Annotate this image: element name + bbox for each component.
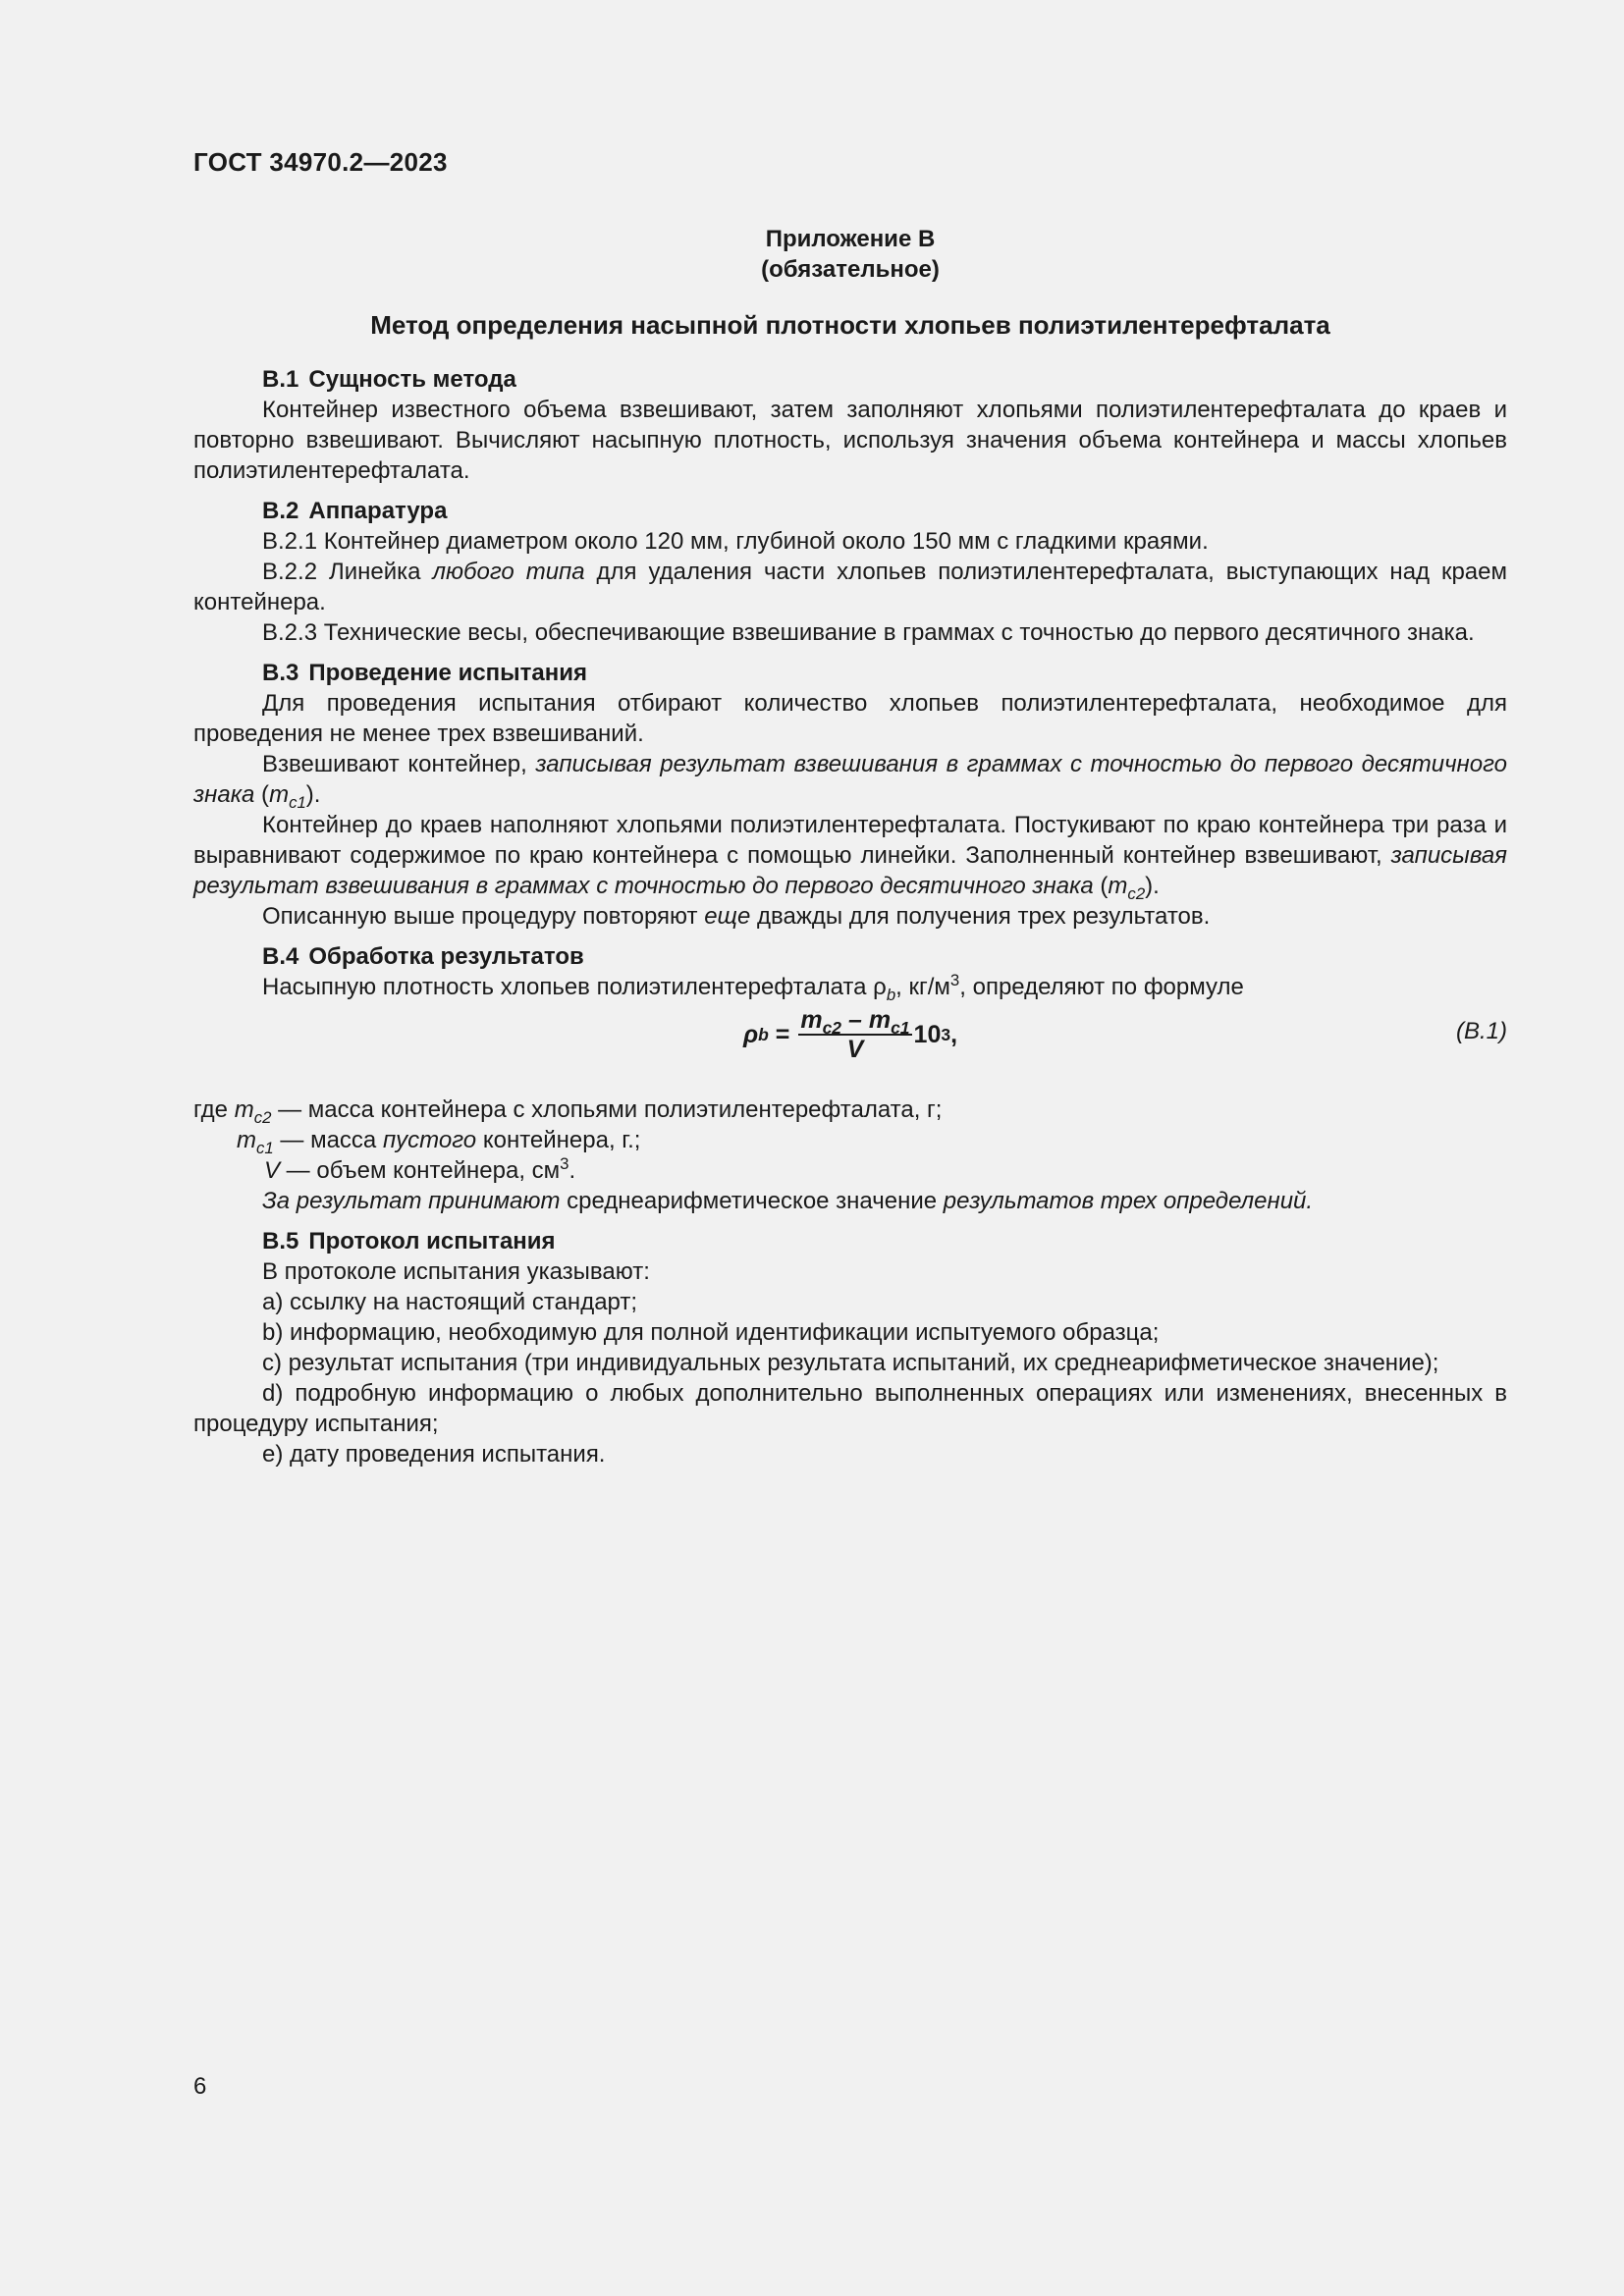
text: дважды для получения трех результатов.	[750, 903, 1211, 930]
list-item: c) результат испытания (три индивидуальных результата испытаний, их среднеарифметическое значение);	[262, 1350, 1439, 1376]
where-text: масса	[310, 1127, 383, 1153]
where-subscript: c1	[256, 1138, 274, 1157]
where-italic-text: пустого	[382, 1127, 477, 1153]
section-heading-b4	[262, 941, 1507, 972]
paragraph	[193, 972, 1507, 1002]
where-text: масса контейнера с хлопьями полиэтилентерефталата, г;	[307, 1096, 943, 1123]
text: Взвешивают контейнер,	[262, 751, 536, 777]
text: , определяют по формуле	[959, 974, 1244, 1000]
paragraph	[193, 557, 1507, 617]
section-title: Протокол испытания	[308, 1228, 556, 1255]
where-subscript: c2	[253, 1107, 272, 1127]
list-item: b) информацию, необходимую для полной идентификации испытуемого образца;	[262, 1319, 1160, 1346]
section-number: В.1	[262, 366, 299, 393]
where-list	[193, 1095, 1507, 1186]
where-dash: —	[271, 1096, 308, 1123]
list-item: e) дату проведения испытания.	[262, 1441, 606, 1468]
italic-text: За результат принимают	[262, 1188, 561, 1214]
where-superscript: 3	[560, 1154, 569, 1173]
text: В.2.2 Линейка	[262, 559, 433, 585]
italic-text: записывая результат взвешивания в граммах с точностью до первого десятичного знака	[193, 751, 1508, 808]
formula-fraction	[798, 1006, 911, 1063]
text: ).	[305, 781, 321, 808]
annex-title: Приложение В	[765, 226, 936, 252]
paragraph: Для проведения испытания отбирают количество хлопьев полиэтилентерефталата, необходимое для проведения не менее трех взвешиваний.	[193, 690, 1507, 747]
list-item: a) ссылку на настоящий стандарт;	[262, 1289, 638, 1315]
where-dash: —	[273, 1127, 311, 1153]
paragraph	[193, 810, 1507, 901]
paragraph: В.2.3 Технические весы, обеспечивающие взвешивание в граммах с точностью до первого десятичного знака.	[262, 619, 1475, 646]
paragraph	[193, 901, 1507, 932]
where-row	[193, 1155, 1507, 1186]
equation-number: (В.1)	[1455, 1018, 1507, 1044]
formula-subscript: c1	[891, 1018, 910, 1038]
subscript: b	[886, 985, 896, 1004]
section-number: В.3	[262, 660, 299, 686]
symbol: m	[269, 781, 290, 808]
italic-text: записывая результат взвешивания в граммах с точностью до первого десятичного знака	[193, 842, 1507, 899]
where-symbol: m	[234, 1096, 254, 1123]
section-number: В.2	[262, 498, 299, 524]
text: (	[254, 781, 270, 808]
text: среднеарифметическое значение	[560, 1188, 944, 1214]
text: , кг/м	[895, 974, 950, 1000]
subscript: c1	[289, 792, 306, 812]
list-item: d) подробную информацию о любых дополнительно выполненных операциях или изменениях, внесенных в процедуру испытания;	[193, 1380, 1507, 1437]
section-heading-b2	[262, 496, 1507, 526]
formula-comma: ,	[950, 1020, 958, 1048]
superscript: 3	[949, 971, 960, 989]
section-title: Обработка результатов	[308, 943, 584, 970]
formula-subscript: c2	[822, 1018, 842, 1038]
section-title: Аппаратура	[308, 498, 448, 524]
symbol: ρ	[873, 974, 887, 1000]
text: ).	[1145, 873, 1160, 899]
paragraph	[193, 749, 1507, 810]
where-text: контейнера, г.;	[476, 1127, 641, 1153]
formula-symbol: – m	[841, 1006, 892, 1034]
section-title: Проведение испытания	[308, 660, 588, 686]
method-title: Метод определения насыпной плотности хлопьев полиэтилентерефталата	[370, 310, 1330, 340]
document-code: ГОСТ 34970.2—2023	[193, 147, 448, 177]
where-row	[193, 1125, 1507, 1155]
section-number: В.5	[262, 1228, 299, 1255]
page-body	[193, 224, 1507, 1469]
where-text: объем контейнера, см	[316, 1157, 561, 1184]
text: (	[1093, 873, 1109, 899]
italic-text: любого типа	[432, 559, 585, 585]
where-prefix: где	[193, 1096, 235, 1123]
section-heading-b3	[262, 658, 1507, 688]
section-heading-b5	[262, 1226, 1507, 1256]
paragraph: Контейнер известного объема взвешивают, затем заполняют хлопьями полиэтилентерефталата до краев и повторно взвешивают. Вычисляют насыпную плотность, используя значения объема контейнера и массы хлопьев полиэтилентерефталата.	[193, 397, 1507, 484]
subscript: c2	[1127, 883, 1146, 903]
where-symbol: m	[237, 1127, 256, 1153]
formula-numerator	[798, 1006, 911, 1036]
text: Контейнер до краев наполняют хлопьями полиэтилентерефталата. Постукивают по краю контейнера три раза и выравнивают содержимое по краю контейнера с помощью линейки. Заполненный контейнер взвешивают,	[193, 812, 1507, 869]
formula-equals: =	[768, 1020, 797, 1048]
formula-row	[193, 1006, 1507, 1081]
section-title: Сущность метода	[308, 366, 516, 393]
text: для удаления части хлопьев полиэтилентерефталата, выступающих над краем контейнера.	[193, 559, 1508, 615]
italic-text: результатов трех определений.	[943, 1188, 1314, 1214]
where-row	[193, 1095, 1507, 1125]
text: Насыпную плотность хлопьев полиэтилентерефталата	[262, 974, 874, 1000]
formula-denominator: V	[846, 1036, 864, 1063]
where-symbol: V	[264, 1157, 281, 1184]
where-dash: —	[280, 1157, 317, 1184]
symbol: m	[1108, 873, 1128, 899]
formula: ρ b = $\frac{m_{c2} - m_{c1}}{V}$ 10 3 ,	[743, 1006, 958, 1063]
paragraph: В.2.1 Контейнер диаметром около 120 мм, глубиной около 150 мм с гладкими краями.	[262, 528, 1209, 555]
page-number: 6	[193, 2073, 207, 2100]
paragraph: В протоколе испытания указывают:	[262, 1258, 650, 1285]
paragraph	[193, 1186, 1507, 1216]
text: Описанную выше процедуру повторяют	[262, 903, 705, 930]
italic-text: еще	[704, 903, 751, 930]
section-heading-b1	[262, 364, 1507, 395]
section-number: В.4	[262, 943, 299, 970]
formula-lhs: ρ	[743, 1020, 759, 1048]
formula-symbol: m	[800, 1006, 823, 1034]
where-text: .	[568, 1157, 576, 1184]
annex-kind: (обязательное)	[761, 256, 940, 283]
formula-multiplier: 10	[913, 1020, 942, 1048]
